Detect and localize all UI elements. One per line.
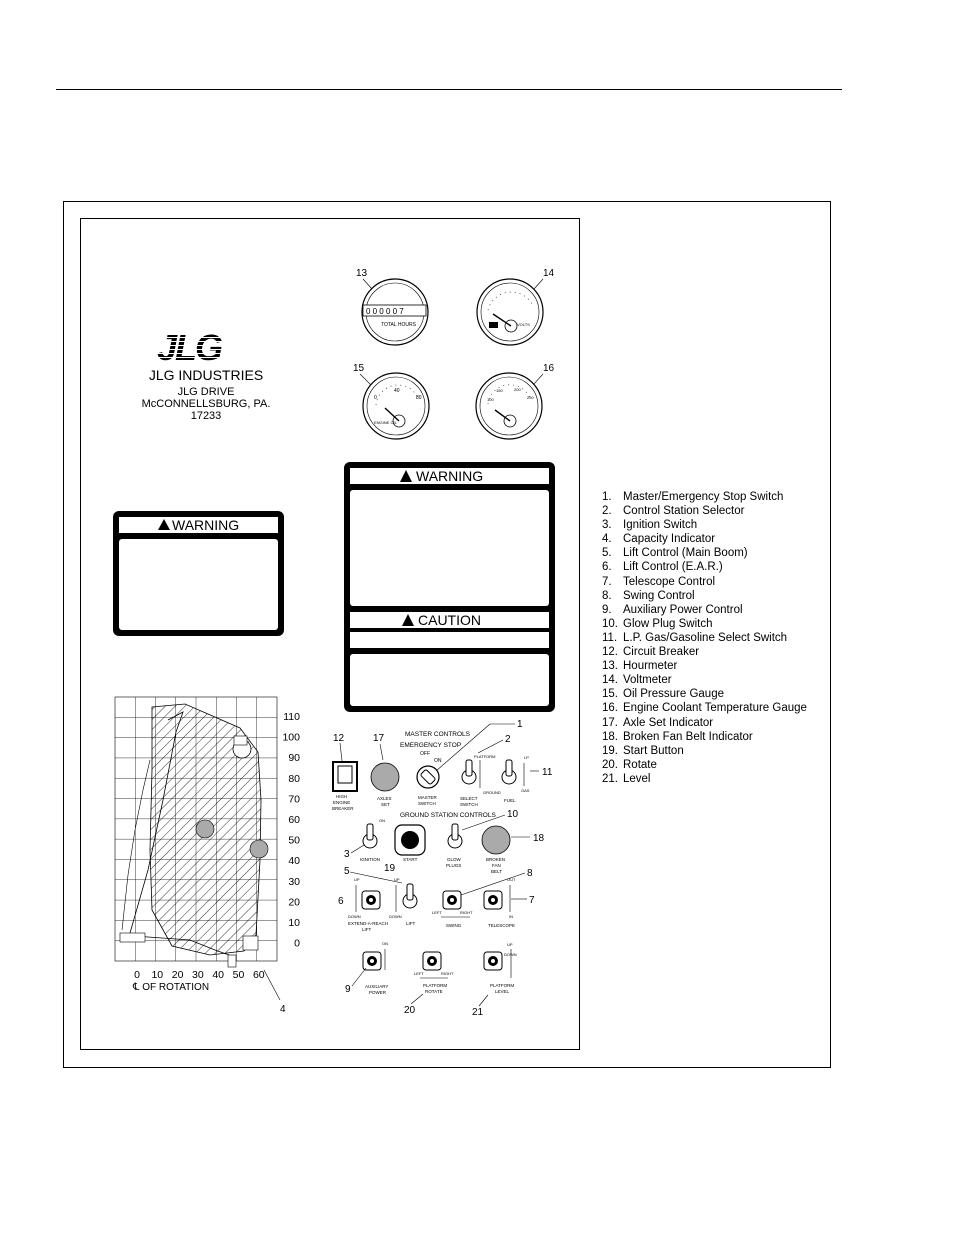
level-down-label: DOWN [504, 952, 517, 957]
rotate-label-1: PLATFORM [423, 983, 448, 988]
off-label: OFF [420, 751, 430, 757]
legend-label: Glow Plug Switch [623, 617, 713, 630]
capacity-indicator-light [196, 820, 214, 838]
legend-label: Engine Coolant Temperature Gauge [623, 702, 807, 715]
legend-item [602, 560, 807, 574]
oil-label: ENGINE OIL [374, 420, 397, 425]
axle-set-indicator [371, 733, 399, 807]
legend-item [602, 617, 807, 631]
ignition-on-label: ON [379, 818, 385, 823]
chart-y-tick: 50 [288, 834, 300, 847]
chart-y-tick: 10 [288, 917, 300, 929]
ear-lift-control[interactable] [338, 877, 388, 932]
legend-label: Lift Control (Main Boom) [623, 547, 748, 560]
legend-label: Master/Emergency Stop Switch [623, 491, 784, 503]
chart-y-tick: 60 [288, 814, 300, 826]
control-labels [400, 731, 471, 764]
callout-8: 8 [527, 868, 533, 879]
caution-label: CAUTION [418, 612, 481, 628]
telescope-label: TELESCOPE [488, 923, 516, 928]
capacity-indicator-light [250, 840, 268, 858]
chart-y-tick: 20 [288, 896, 300, 909]
control-station-selector[interactable] [460, 734, 511, 807]
legend-number: 20. [602, 758, 618, 771]
legend-label: Rotate [623, 758, 657, 771]
ear-label-1: EXTEND-A-REACH [348, 921, 389, 926]
callout-4: 4 [280, 1004, 286, 1015]
legend-item [602, 772, 807, 786]
legend-label: Oil Pressure Gauge [623, 688, 724, 701]
legend-number: 8. [602, 589, 612, 602]
legend-item [602, 490, 807, 504]
glow-label-2: PLUGS [446, 863, 462, 868]
legend-number: 3. [602, 519, 612, 532]
chart-y-tick: 90 [288, 752, 300, 765]
chart-y-tick: 0 [294, 937, 300, 950]
callout-18: 18 [533, 833, 545, 844]
fuel-label: FUEL [504, 798, 516, 803]
coolant-scale-250: 250 [527, 395, 534, 400]
hourmeter-digits: 000007 [366, 307, 406, 316]
ground-label: GROUND [483, 790, 501, 795]
fan-label-1: BROKEN [486, 857, 506, 862]
legend-label: Lift Control (E.A.R.) [623, 561, 723, 574]
lift-up-label: UP [394, 877, 400, 882]
aux-label-1: AUXILIARY [365, 984, 389, 989]
legend-number: 6. [602, 561, 612, 574]
legend-number: 21. [602, 772, 618, 785]
telescope-in-label: IN [509, 914, 513, 919]
legend-number: 15. [602, 688, 618, 701]
ear-down-label: DOWN [348, 914, 361, 919]
legend-label: Axle Set Indicator [623, 716, 714, 729]
legend-label: Control Station Selector [623, 505, 745, 518]
warning-sign-left [113, 511, 284, 636]
legend-item [602, 603, 807, 617]
battery-icon [489, 322, 498, 328]
callout-21: 21 [472, 1007, 484, 1018]
legend-label: Start Button [623, 744, 684, 757]
ground-controls-header: GROUND STATION CONTROLS [400, 812, 496, 819]
company-zip: 17233 [190, 410, 222, 422]
legend-number: 16. [602, 702, 618, 715]
legend-number: 11. [602, 631, 618, 644]
platform-rotate-control[interactable] [404, 952, 454, 1016]
callout-10: 10 [507, 809, 519, 820]
callout-15: 15 [353, 363, 365, 374]
swing-control[interactable] [432, 868, 533, 928]
lp-label: LP [524, 755, 529, 760]
platform-level-control[interactable] [472, 942, 517, 1018]
ear-up-label: UP [354, 877, 360, 882]
legend-label: Telescope Control [623, 575, 716, 588]
warning-caution-sign [344, 462, 555, 712]
legend-number: 17. [602, 716, 618, 729]
level-up-label: UP [507, 942, 513, 947]
legend-item [602, 631, 807, 645]
callout-3: 3 [344, 849, 350, 860]
voltmeter-gauge [477, 268, 555, 345]
legend-item [602, 716, 807, 730]
legend-number: 4. [602, 533, 612, 546]
legend-item [602, 575, 807, 589]
legend-item [602, 589, 807, 603]
legend-number: 10. [602, 617, 618, 630]
legend-item [602, 744, 807, 758]
swing-label: SWING [446, 923, 462, 928]
chart-y-tick: 70 [288, 793, 300, 806]
rotate-left-label: LEFT [414, 971, 424, 976]
select-label-2: SWITCH [460, 802, 478, 807]
callout-2: 2 [505, 734, 511, 745]
master-switch-label-2: SWITCH [418, 801, 436, 806]
legend-item [602, 673, 807, 687]
legend-item [602, 532, 807, 546]
callout-9: 9 [345, 984, 351, 995]
legend-list [602, 490, 807, 786]
warning-label-left: WARNING [172, 517, 240, 533]
fuel-select-switch[interactable] [502, 755, 553, 803]
ignition-label: IGNITION [360, 857, 380, 862]
auxiliary-power-control[interactable] [345, 941, 388, 995]
company-name: JLG INDUSTRIES [148, 367, 264, 383]
select-label-1: SELECT [460, 796, 478, 801]
swing-left-label: LEFT [432, 910, 442, 915]
chart-x-tick: 50 [232, 969, 245, 981]
legend-label: Swing Control [623, 589, 695, 602]
lift-down-label: DOWN [389, 914, 402, 919]
legend-number: 19. [602, 744, 618, 757]
legend-item [602, 518, 807, 532]
start-button[interactable] [384, 825, 425, 874]
legend-number: 7. [602, 575, 612, 588]
oil-scale-low: 0 [374, 395, 377, 401]
ignition-switch[interactable] [344, 818, 385, 862]
legend-label: Capacity Indicator [623, 533, 716, 546]
callout-11: 11 [542, 767, 553, 778]
chart-x-tick: 30 [192, 969, 204, 981]
axles-label-1: AXLES [377, 796, 392, 801]
chart-x-tick: 20 [171, 969, 184, 981]
callout-20: 20 [404, 1005, 416, 1016]
circuit-breaker[interactable] [332, 733, 357, 811]
legend-item [602, 758, 807, 772]
legend-label: Hourmeter [623, 660, 678, 673]
breaker-label-1: HIGH [336, 794, 348, 799]
chart-x-caption: ℄ OF ROTATION [133, 982, 210, 993]
swing-right-label: RIGHT [460, 910, 473, 915]
fan-label-2: FAN [492, 863, 501, 868]
lift-label: LIFT [406, 921, 416, 926]
legend-number: 5. [602, 547, 612, 560]
callout-6: 6 [338, 896, 344, 907]
chart-y-tick: 100 [282, 731, 300, 744]
company-address-2: McCONNELLSBURG, PA. [141, 398, 271, 410]
oil-scale-mid: 40 [394, 388, 400, 394]
callout-5: 5 [344, 866, 350, 877]
ear-label-2: LIFT [362, 927, 372, 932]
legend-number: 2. [602, 505, 612, 518]
level-label-2: LEVEL [495, 989, 510, 994]
company-address-1: JLG DRIVE [177, 386, 235, 398]
callout-17: 17 [373, 733, 385, 744]
legend-number: 1. [602, 491, 612, 503]
legend-label: Voltmeter [623, 674, 672, 687]
legend-number: 14. [602, 674, 618, 687]
legend-item [602, 687, 807, 701]
aux-on-label: ON [382, 941, 388, 946]
rotate-label-2: ROTATE [425, 989, 443, 994]
warning-label-right: WARNING [416, 468, 484, 484]
legend-item [602, 701, 807, 715]
chart-x-tick: 10 [151, 969, 164, 981]
aux-label-2: POWER [369, 990, 387, 995]
chart-y-tick: 30 [288, 875, 300, 888]
chart-y-tick: 80 [288, 772, 300, 785]
legend-label: Auxiliary Power Control [623, 603, 743, 616]
legend-label: Ignition Switch [623, 519, 698, 532]
legend-item [602, 546, 807, 560]
level-label-1: PLATFORM [490, 983, 515, 988]
oil-scale-high: 80 [416, 395, 422, 401]
rotate-right-label: RIGHT [441, 971, 454, 976]
master-controls-header: MASTER CONTROLS [405, 731, 471, 738]
coolant-scale-100: 100 [487, 397, 494, 402]
oil-pressure-gauge [353, 363, 429, 439]
callout-12: 12 [333, 733, 345, 744]
legend-label: Broken Fan Belt Indicator [623, 730, 753, 743]
callout-14: 14 [543, 268, 555, 279]
legend-item [602, 659, 807, 673]
broken-fan-belt-indicator [482, 826, 545, 874]
breaker-label-2: ENGINE [333, 800, 351, 805]
capacity-chart [115, 697, 300, 1015]
legend-item [602, 645, 807, 659]
legend-label: L.P. Gas/Gasoline Select Switch [623, 631, 788, 644]
coolant-temp-gauge [476, 363, 555, 439]
callout-19: 19 [384, 863, 396, 874]
callout-7: 7 [529, 895, 535, 906]
legend-number: 13. [602, 660, 618, 673]
breaker-label-3: BREAKER [332, 806, 354, 811]
legend-number: 9. [602, 603, 612, 616]
callout-13: 13 [356, 268, 368, 279]
chart-x-tick: 40 [212, 969, 225, 981]
fan-label-3: BELT [491, 869, 502, 874]
chart-x-tick: 60 [252, 969, 265, 981]
telescope-out-label: OUT [507, 877, 516, 882]
master-switch-label-1: MASTER [418, 795, 437, 800]
chart-y-tick: 40 [288, 855, 300, 868]
emergency-stop-label: EMERGENCY STOP [400, 742, 462, 749]
gas-label: GAS [521, 788, 530, 793]
callout-1: 1 [517, 719, 523, 730]
legend-item [602, 730, 807, 744]
glow-label-1: GLOW [447, 857, 461, 862]
legend-label: Circuit Breaker [623, 646, 700, 659]
logo-text: JLG [157, 330, 222, 364]
coolant-scale-200: 200 [514, 387, 521, 392]
legend-label: Level [623, 772, 651, 785]
axles-label-2: SET [381, 802, 390, 807]
callout-16: 16 [543, 363, 555, 374]
legend-number: 18. [602, 730, 618, 743]
voltmeter-label: VOLTS [517, 322, 530, 327]
chart-y-tick: 110 [283, 711, 300, 723]
hourmeter-label: TOTAL HOURS [381, 322, 416, 328]
start-label: START [403, 857, 418, 862]
chart-x-tick: 0 [134, 969, 140, 981]
coolant-scale-150: 150 [496, 388, 503, 393]
legend-item [602, 504, 807, 518]
on-label: ON [434, 758, 442, 764]
platform-label: PLATFORM [474, 754, 496, 759]
legend-number: 12. [602, 646, 618, 659]
hourmeter-gauge [356, 268, 428, 345]
